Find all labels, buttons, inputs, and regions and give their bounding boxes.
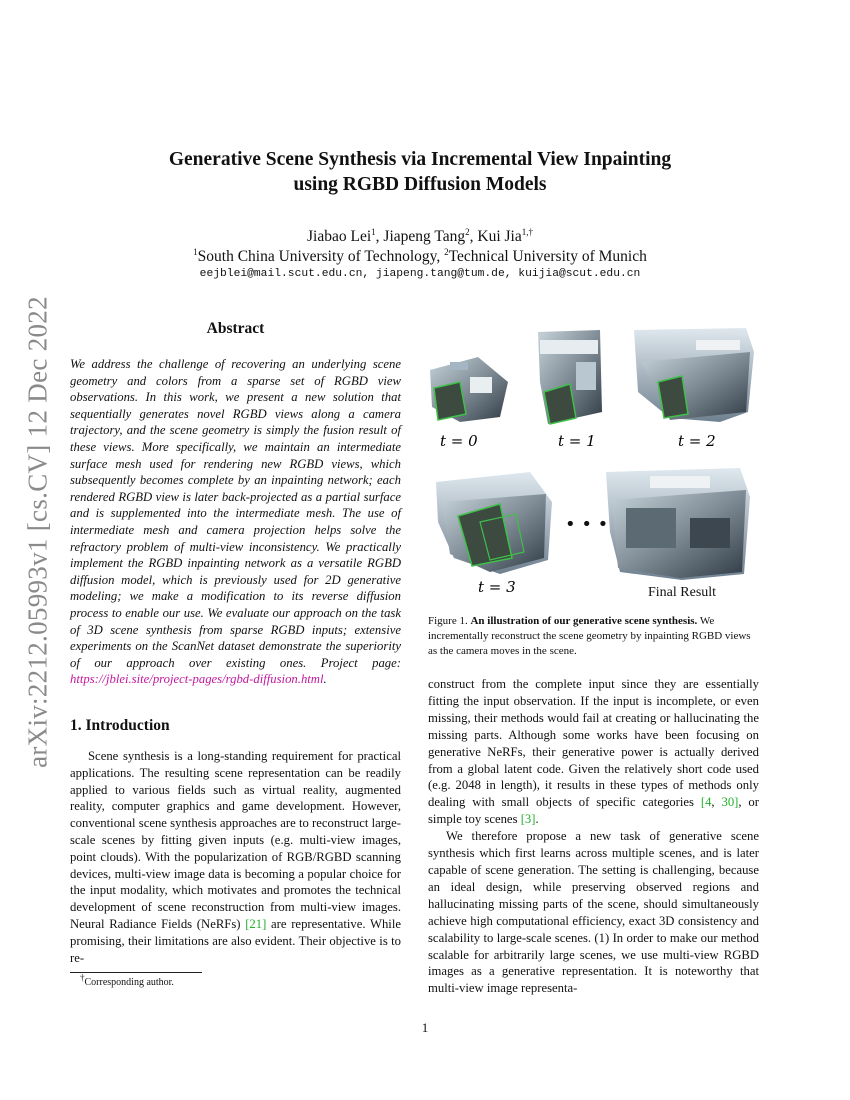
caption-text: We incrementally reconstruct the scene geometry by inpainting RGBD views as the camera moves in the scene. (428, 615, 751, 657)
label-t0: t = 0 (440, 432, 478, 450)
figure-1-graphic (420, 322, 760, 607)
author-1-sup: 1 (371, 226, 376, 237)
author-1: Jiabao Lei (307, 228, 372, 245)
affiliations (120, 247, 720, 267)
right-paragraph-2: We therefore propose a new task of generative scene synthesis which first learns across multiple scenes, and is later capable of scene generation. The setting is challenging, because an ideal design, while preserving observed regions and hallucinating missing parts of the scene, should simultaneously achieve high computational efficiency, exact 3D consistency and scalability to large-scale scenes. (1) In order to make our method scalable for arbitrarily large scenes, we use multi-view RGBD images as a generative representation. It is noteworthy that multi-view image representa- (428, 829, 759, 996)
affiliation-2: Technical University of Munich (448, 248, 647, 265)
aff-1-sup: 1 (193, 246, 198, 257)
abstract-tail: . (323, 672, 327, 687)
abstract-body (70, 356, 401, 688)
scene-view-t2 (634, 328, 754, 422)
scene-view-t3 (436, 472, 552, 574)
aff-2-sup: 2 (444, 246, 449, 257)
citation-sep: , (711, 795, 722, 810)
footnote-mark: † (80, 972, 85, 983)
right-paragraph-1 (428, 676, 759, 828)
arxiv-id: arXiv:2212.05993v1 [cs.CV] 12 Dec 2022 (22, 296, 53, 768)
author-3-sup: 1,† (521, 226, 533, 237)
section-heading-introduction: 1. Introduction (70, 717, 170, 734)
figure-1 (420, 322, 760, 607)
abstract-heading: Abstract (206, 320, 265, 337)
right-p1-text: construct from the complete input since they are essentially fitting the input observation. If the input is incomplete, or even missing, their methods would fail at creating or hallucinating the missing parts. Although some works have been focusing on generative NeRFs, their generative power is actually derived from a global latent code. Given the relatively short code used (e.g. 2048 in length), it results in these types of methods only dealing with small objects of specific categories (428, 677, 759, 810)
author-block (120, 227, 720, 267)
citation-4[interactable]: [4 (700, 795, 712, 810)
label-t3: t = 3 (478, 578, 516, 596)
footnote-text: Corresponding author. (84, 977, 174, 988)
label-t2: t = 2 (678, 432, 716, 450)
right-p1-text-c: . (535, 812, 539, 827)
page-number: 1 (421, 1020, 429, 1035)
arxiv-sidebar-stamp (18, 292, 58, 772)
citation-3[interactable]: [3] (520, 812, 536, 827)
title-line-2: using RGBD Diffusion Models (293, 174, 547, 195)
citation-30[interactable]: 30] (721, 795, 739, 810)
intro-paragraph (70, 748, 401, 966)
intro-text-tail: are representative. While promising, their limitations are also evident. Their objective is to re- (70, 916, 401, 965)
footnote-rule (70, 972, 202, 973)
right-p1-text-b: , or simple toy scenes (428, 795, 759, 827)
right-column-text (428, 676, 759, 997)
abstract-text: We address the challenge of recovering an underlying scene geometry and colors from a sparse set of RGBD view observations. In this work, we present a new solution that sequentially generates novel RGBD views along a camera trajectory, and the scene geometry is simply the fusion result of these views. More specifically, we maintain an intermediate surface mesh used for rendering new RGBD views, which subsequently becomes complete by an inpainting network; each rendered RGBD view is later back-projected as a partial surface and is supplemented into the intermediate mesh. The use of intermediate mesh and camera projection helps solve the refractory problem of multi-view inconsistency. We practically implement the RGBD inpainting network as a versatile RGBD diffusion model, which is previously used for 2D generative modeling; we make a modification to its reverse diffusion process to enable our use. We evaluate our approach on the task of 3D scene synthesis from sparse RGBD inputs; extensive experiments on the ScanNet dataset demonstrate the superiority of our approach over existing ones. Project page: (70, 357, 401, 670)
caption-bold: An illustration of our generative scene synthesis. (470, 615, 698, 627)
paper-title (120, 147, 720, 197)
citation-21[interactable]: [21] (245, 916, 267, 931)
label-t1: t = 1 (558, 432, 596, 450)
author-names: Jiabao Lei$^1$, Jiapeng Tang$^2$, Kui Jia$^{1,\dagger}$ (307, 226, 533, 245)
caption-prefix: Figure 1. (428, 615, 471, 627)
intro-text: Scene synthesis is a long-standing requirement for practical applications. The resulting scene representation can be readily applied to various fields such as virtual reality, augmented reality, computer graphics and game development. However, conventional scene synthesis approaches are to reconstruct large-scale scenes by fitting given inputs (e.g. multi-view images, point clouds). With the popularization of RGB/RGBD scanning devices, multi-view image data is becoming a popular choice for the input modality, which motivates and promotes the technical development of scene reconstruction from multi-view images. Neural Radiance Fields (NeRFs) (70, 749, 401, 931)
scene-view-t1 (538, 330, 602, 424)
author-emails: eejblei@mail.scut.edu.cn, jiapeng.tang@tum.de, kuijia@scut.edu.cn (199, 268, 641, 280)
ellipsis-dots: • • • (565, 514, 609, 535)
affiliation-1: South China University of Technology, (197, 248, 445, 265)
scene-view-t0 (430, 357, 508, 422)
figure-1-caption (428, 614, 759, 659)
author-2-sup: 2 (465, 226, 470, 237)
author-3: Kui Jia (477, 228, 522, 245)
footnote (80, 972, 174, 988)
project-page-link[interactable]: https://jblei.site/project-pages/rgbd-diffusion.html (70, 672, 324, 687)
title-line-1: Generative Scene Synthesis via Incremental View Inpainting (168, 149, 672, 170)
scene-view-final (606, 468, 750, 580)
label-final-result: Final Result (648, 585, 717, 600)
author-2: Jiapeng Tang (383, 228, 466, 245)
